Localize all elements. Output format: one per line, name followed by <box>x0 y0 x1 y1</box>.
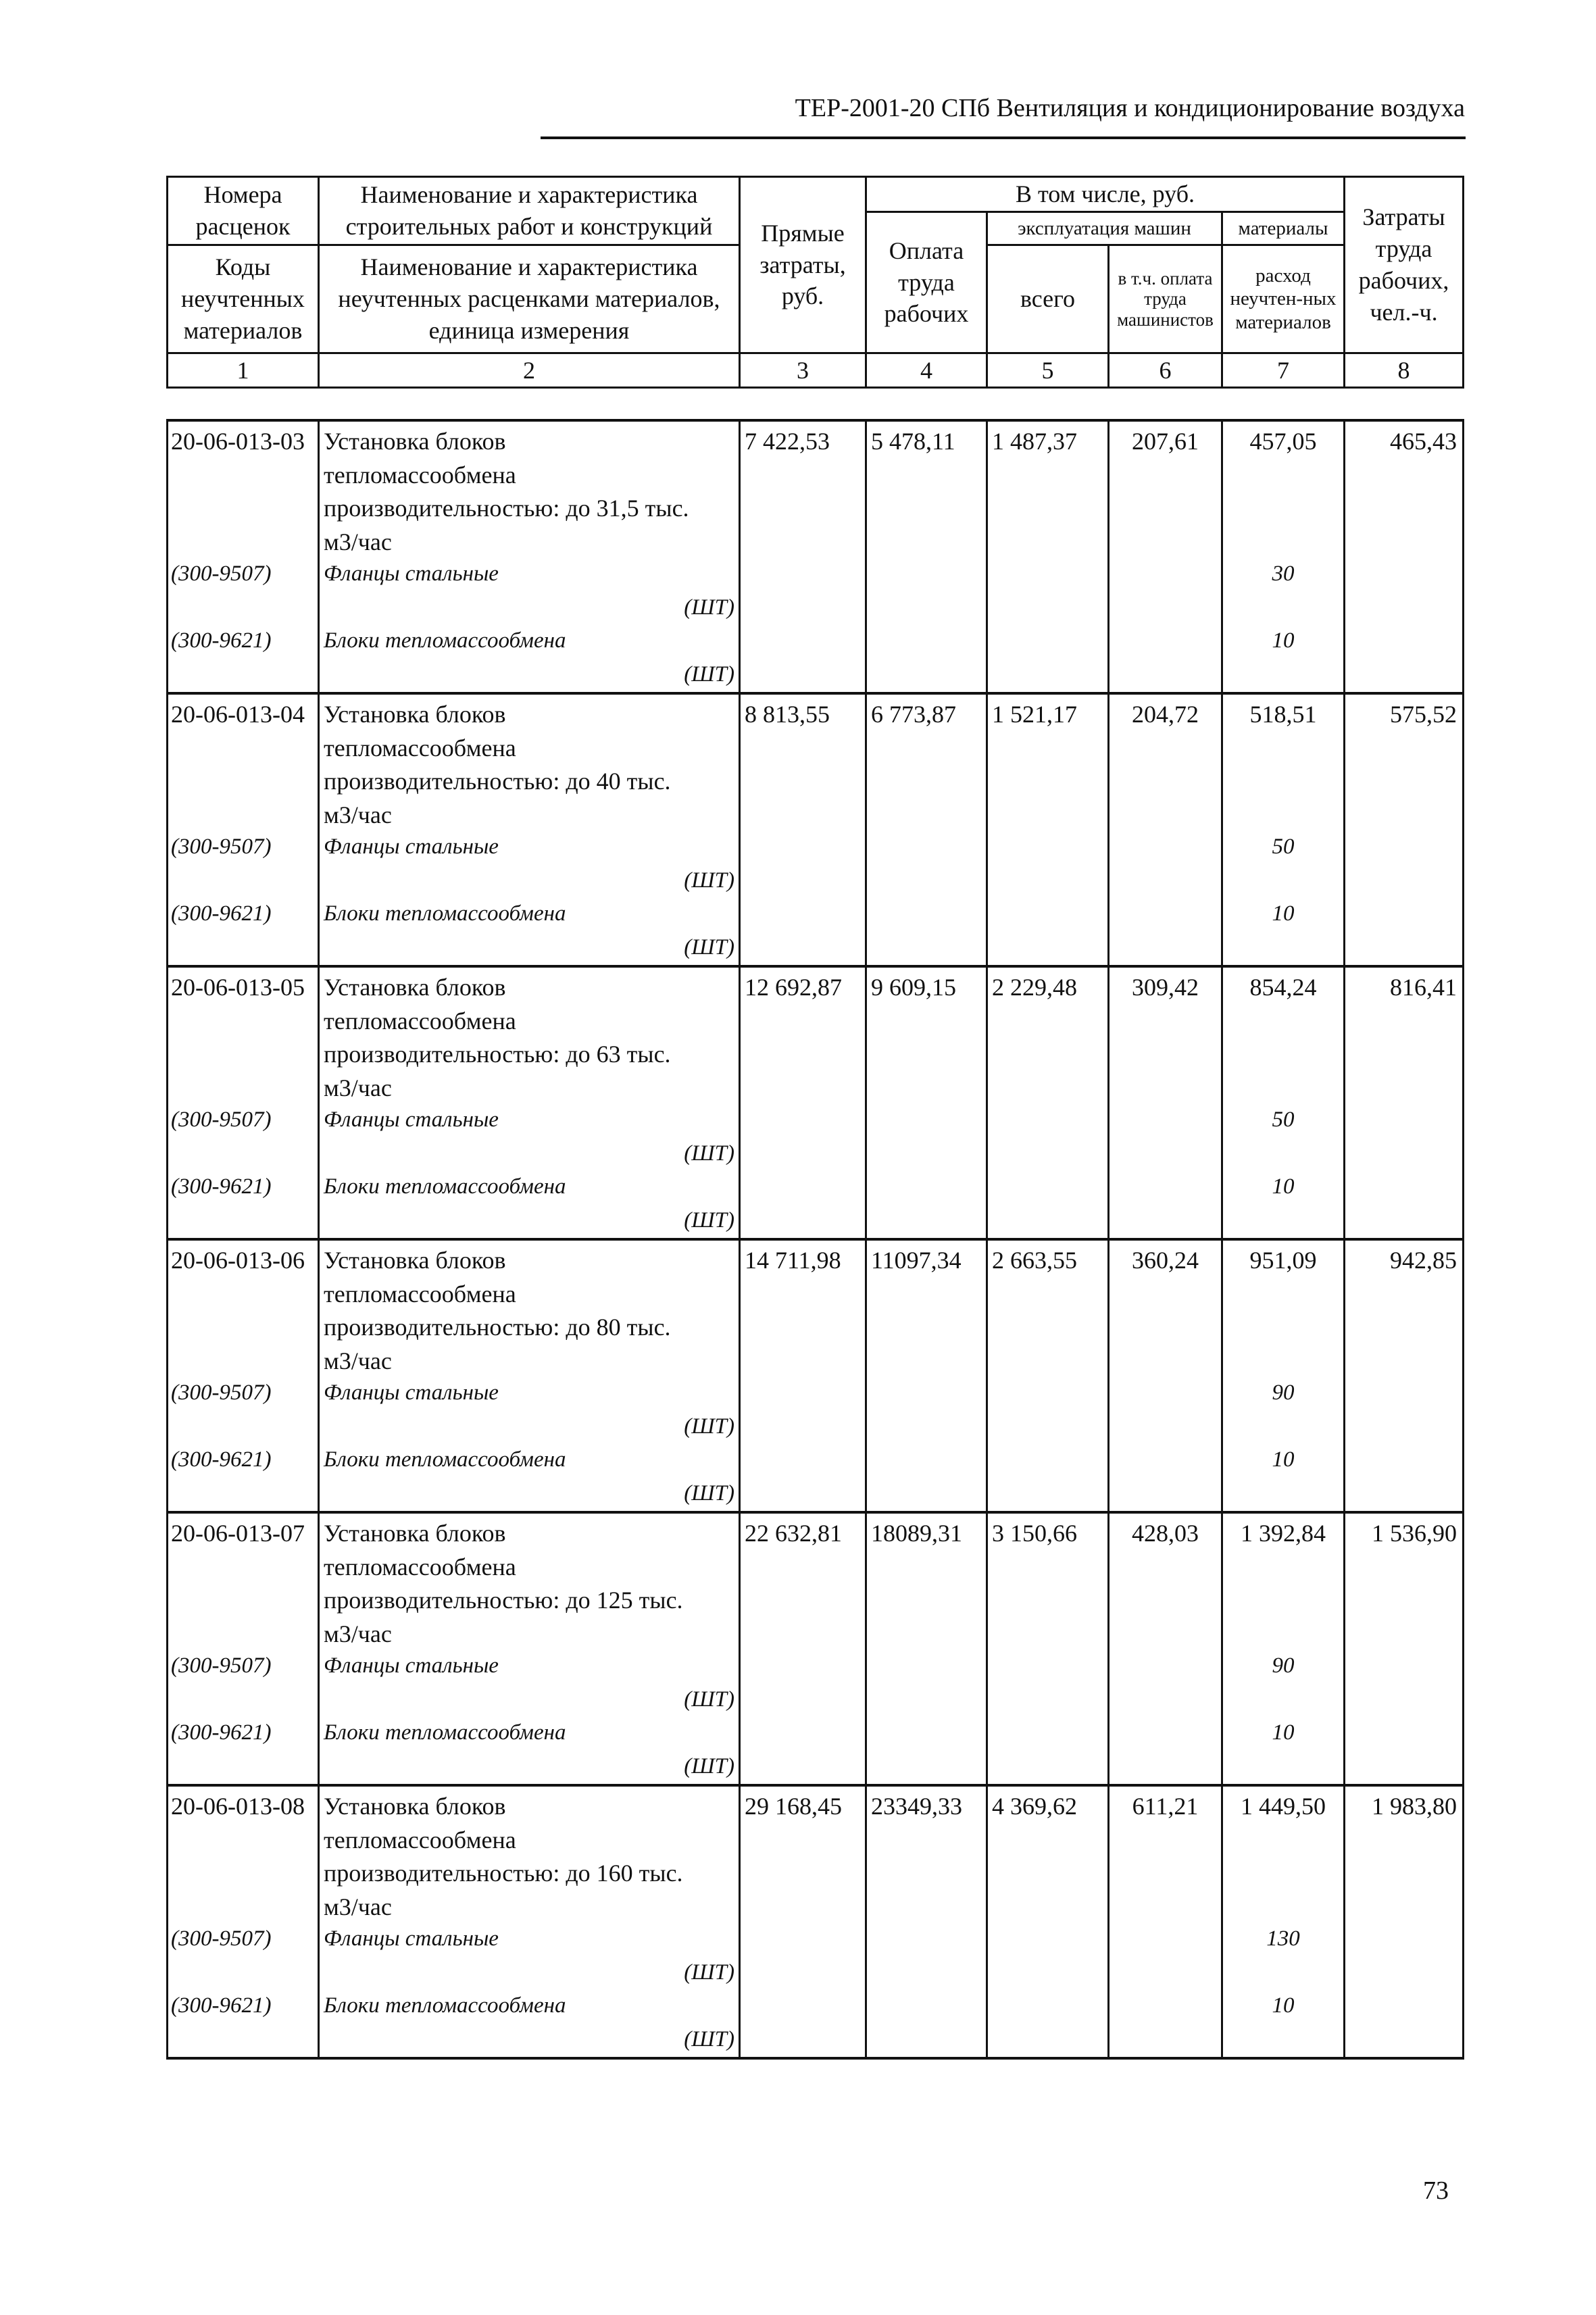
direct-costs-value: 29 168,45 <box>740 1785 866 2058</box>
machine-total-value: 4 369,62 <box>987 1785 1109 2058</box>
column-number: 4 <box>866 353 987 388</box>
labor-pay-value: 18089,31 <box>866 1512 987 1785</box>
material-code: (300-9621) <box>171 1720 272 1745</box>
header-machine-operation: эксплуатация машин <box>987 212 1222 245</box>
material-name: Блоки тепломассообмена <box>324 1174 566 1199</box>
material-quantity: 50 <box>1272 835 1295 859</box>
material-unit: (ШТ) <box>684 1480 734 1505</box>
material-unit: (ШТ) <box>684 1687 734 1712</box>
header-labor-pay: Оплата труда рабочих <box>866 212 987 353</box>
header-rate-number: Номера расценок <box>168 177 319 245</box>
materials-cell <box>1222 693 1345 966</box>
work-name-cell <box>319 966 740 1239</box>
work-name-line: производительностью: до 31,5 тыс. <box>324 495 689 522</box>
materials-cell <box>1222 1785 1345 2058</box>
materials-value: 457,05 <box>1249 428 1317 455</box>
materials-cell <box>1222 420 1345 693</box>
table-row <box>168 1785 1464 2058</box>
materials-value: 951,09 <box>1249 1247 1317 1274</box>
material-unit: (ШТ) <box>684 662 734 687</box>
rate-code-cell <box>168 1785 319 2058</box>
operator-pay-value: 207,61 <box>1109 420 1222 693</box>
column-number: 2 <box>319 353 740 388</box>
work-name-line: м3/час <box>324 801 392 828</box>
machine-total-value: 1 487,37 <box>987 420 1109 693</box>
direct-costs-value: 22 632,81 <box>740 1512 866 1785</box>
work-name-cell <box>319 1512 740 1785</box>
material-quantity: 130 <box>1266 1926 1300 1951</box>
rate-code-cell <box>168 1239 319 1512</box>
document-title: ТЕР-2001-20 СПб Вентиляция и кондиционирование воздуха <box>795 94 1465 122</box>
work-name-line: Установка блоков <box>324 428 506 455</box>
materials-cell <box>1222 1239 1345 1512</box>
rate-code-cell <box>168 693 319 966</box>
labor-hours-value: 1 983,80 <box>1345 1785 1464 2058</box>
materials-cell <box>1222 1512 1345 1785</box>
work-name-line: тепломассообмена <box>324 461 516 489</box>
work-name-line: производительностью: до 63 тыс. <box>324 1041 671 1068</box>
work-name-line: Установка блоков <box>324 1793 506 1820</box>
material-name: Фланцы стальные <box>324 1380 499 1405</box>
material-code: (300-9621) <box>171 901 272 926</box>
material-name: Фланцы стальные <box>324 1653 499 1678</box>
work-name-line: тепломассообмена <box>324 734 516 762</box>
table-header <box>166 176 1464 389</box>
material-code: (300-9507) <box>171 562 272 586</box>
labor-hours-value: 575,52 <box>1345 693 1464 966</box>
material-unit: (ШТ) <box>684 868 734 893</box>
labor-pay-value: 11097,34 <box>866 1239 987 1512</box>
labor-hours-value: 942,85 <box>1345 1239 1464 1512</box>
material-quantity: 10 <box>1272 901 1295 926</box>
material-name: Блоки тепломассообмена <box>324 1993 566 2018</box>
labor-hours-value: 1 536,90 <box>1345 1512 1464 1785</box>
header-direct-costs: Прямые затраты, руб. <box>740 177 866 353</box>
material-name: Фланцы стальные <box>324 562 499 586</box>
material-unit: (ШТ) <box>684 1141 734 1166</box>
material-code: (300-9507) <box>171 1653 272 1678</box>
operator-pay-value: 428,03 <box>1109 1512 1222 1785</box>
header-materials-consumption: расход неучтен-ных материалов <box>1222 245 1345 353</box>
material-code: (300-9507) <box>171 1926 272 1951</box>
title-rule <box>541 136 1466 139</box>
rate-code: 20-06-013-07 <box>171 1520 305 1547</box>
rate-code-cell <box>168 420 319 693</box>
work-name-line: м3/час <box>324 1893 392 1920</box>
rate-code: 20-06-013-04 <box>171 701 305 728</box>
column-number: 7 <box>1222 353 1345 388</box>
materials-value: 518,51 <box>1249 701 1317 728</box>
work-name-line: тепломассообмена <box>324 1553 516 1580</box>
labor-hours-value: 465,43 <box>1345 420 1464 693</box>
materials-value: 1 449,50 <box>1241 1793 1326 1820</box>
page-number: 73 <box>1423 2176 1449 2205</box>
material-name: Блоки тепломассообмена <box>324 1720 566 1745</box>
work-name-line: м3/час <box>324 528 392 555</box>
table-row <box>168 1512 1464 1785</box>
table-body <box>166 419 1464 2060</box>
direct-costs-value: 8 813,55 <box>740 693 866 966</box>
column-number: 6 <box>1109 353 1222 388</box>
column-number: 3 <box>740 353 866 388</box>
rate-code-cell <box>168 1512 319 1785</box>
table-row <box>168 1239 1464 1512</box>
material-quantity: 10 <box>1272 1447 1295 1472</box>
material-quantity: 90 <box>1272 1653 1295 1678</box>
material-code: (300-9621) <box>171 1174 272 1199</box>
material-name: Фланцы стальные <box>324 835 499 859</box>
material-unit: (ШТ) <box>684 1208 734 1233</box>
material-code: (300-9507) <box>171 1380 272 1405</box>
material-unit: (ШТ) <box>684 1960 734 1985</box>
work-name-line: производительностью: до 160 тыс. <box>324 1860 683 1887</box>
rate-code: 20-06-013-08 <box>171 1793 305 1820</box>
materials-value: 1 392,84 <box>1241 1520 1326 1547</box>
rate-code: 20-06-013-06 <box>171 1247 305 1274</box>
material-code: (300-9621) <box>171 628 272 653</box>
material-quantity: 10 <box>1272 1993 1295 2018</box>
material-unit: (ШТ) <box>684 935 734 960</box>
material-unit: (ШТ) <box>684 1414 734 1439</box>
work-name-line: Установка блоков <box>324 1247 506 1274</box>
work-name-line: производительностью: до 80 тыс. <box>324 1314 671 1341</box>
work-name-line: м3/час <box>324 1074 392 1101</box>
material-code: (300-9507) <box>171 1107 272 1132</box>
table-row <box>168 420 1464 693</box>
material-quantity: 10 <box>1272 628 1295 653</box>
labor-pay-value: 9 609,15 <box>866 966 987 1239</box>
work-name-line: м3/час <box>324 1620 392 1647</box>
header-labor-cost: Затраты труда рабочих, чел.-ч. <box>1345 177 1464 353</box>
work-name-cell <box>319 1785 740 2058</box>
work-name-line: тепломассообмена <box>324 1826 516 1853</box>
column-number: 1 <box>168 353 319 388</box>
labor-pay-value: 6 773,87 <box>866 693 987 966</box>
material-quantity: 10 <box>1272 1174 1295 1199</box>
work-name-cell <box>319 1239 740 1512</box>
header-work-name: Наименование и характеристика строительных работ и конструкций <box>319 177 740 245</box>
work-name-line: производительностью: до 40 тыс. <box>324 768 671 795</box>
material-name: Блоки тепломассообмена <box>324 901 566 926</box>
material-code: (300-9507) <box>171 835 272 859</box>
operator-pay-value: 204,72 <box>1109 693 1222 966</box>
header-operator-pay: в т.ч. оплата труда машинистов <box>1109 245 1222 353</box>
material-unit: (ШТ) <box>684 1753 734 1778</box>
material-name: Фланцы стальные <box>324 1107 499 1132</box>
direct-costs-value: 7 422,53 <box>740 420 866 693</box>
labor-pay-value: 23349,33 <box>866 1785 987 2058</box>
header-materials: материалы <box>1222 212 1345 245</box>
material-name: Фланцы стальные <box>324 1926 499 1951</box>
material-quantity: 10 <box>1272 1720 1295 1745</box>
direct-costs-value: 14 711,98 <box>740 1239 866 1512</box>
work-name-line: Установка блоков <box>324 701 506 728</box>
machine-total-value: 2 663,55 <box>987 1239 1109 1512</box>
material-unit: (ШТ) <box>684 2026 734 2051</box>
machine-total-value: 2 229,48 <box>987 966 1109 1239</box>
material-quantity: 30 <box>1272 562 1295 586</box>
column-number: 5 <box>987 353 1109 388</box>
machine-total-value: 3 150,66 <box>987 1512 1109 1785</box>
rate-code: 20-06-013-05 <box>171 974 305 1001</box>
header-total: всего <box>987 245 1109 353</box>
work-name-line: м3/час <box>324 1347 392 1374</box>
materials-cell <box>1222 966 1345 1239</box>
header-material-name: Наименование и характеристика неучтенных расценками материалов, единица измерения <box>319 245 740 353</box>
work-name-line: тепломассообмена <box>324 1007 516 1035</box>
work-name-line: тепломассообмена <box>324 1280 516 1308</box>
material-code: (300-9621) <box>171 1993 272 2018</box>
material-name: Блоки тепломассообмена <box>324 1447 566 1472</box>
operator-pay-value: 309,42 <box>1109 966 1222 1239</box>
materials-value: 854,24 <box>1249 974 1317 1001</box>
table-row <box>168 693 1464 966</box>
work-name-line: Установка блоков <box>324 1520 506 1547</box>
rate-code: 20-06-013-03 <box>171 428 305 455</box>
work-name-line: Установка блоков <box>324 974 506 1001</box>
material-code: (300-9621) <box>171 1447 272 1472</box>
operator-pay-value: 611,21 <box>1109 1785 1222 2058</box>
labor-hours-value: 816,41 <box>1345 966 1464 1239</box>
column-number: 8 <box>1345 353 1464 388</box>
work-name-cell <box>319 693 740 966</box>
machine-total-value: 1 521,17 <box>987 693 1109 966</box>
material-quantity: 50 <box>1272 1107 1295 1132</box>
table-row <box>168 966 1464 1239</box>
header-including: В том числе, руб. <box>866 177 1345 212</box>
material-quantity: 90 <box>1272 1380 1295 1405</box>
rate-code-cell <box>168 966 319 1239</box>
header-material-codes: Коды неучтенных материалов <box>168 245 319 353</box>
direct-costs-value: 12 692,87 <box>740 966 866 1239</box>
operator-pay-value: 360,24 <box>1109 1239 1222 1512</box>
rate-rows <box>168 420 1464 2058</box>
material-unit: (ШТ) <box>684 595 734 620</box>
work-name-cell <box>319 420 740 693</box>
work-name-line: производительностью: до 125 тыс. <box>324 1587 683 1614</box>
material-name: Блоки тепломассообмена <box>324 628 566 653</box>
labor-pay-value: 5 478,11 <box>866 420 987 693</box>
